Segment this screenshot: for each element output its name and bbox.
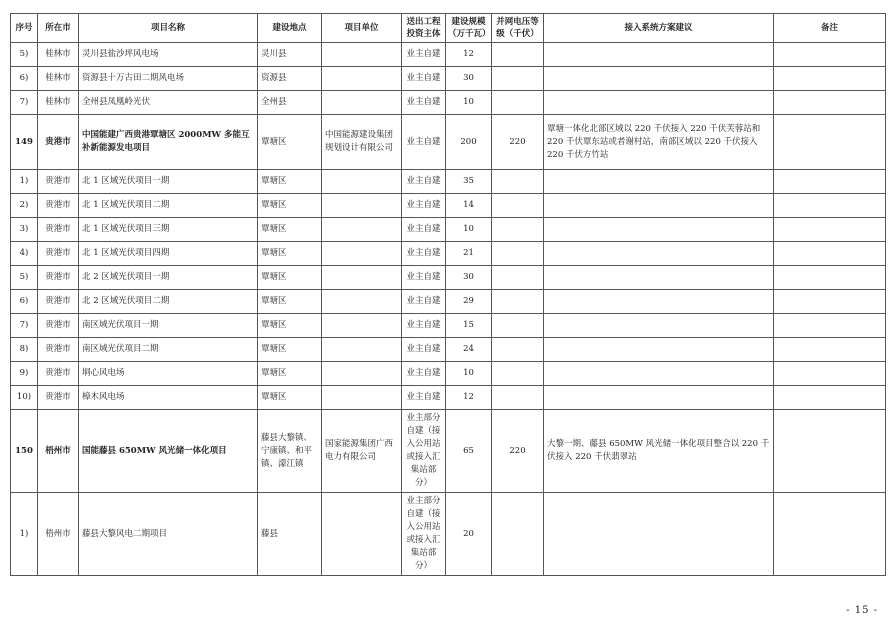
cell-investor: 业主自建 xyxy=(402,242,446,266)
cell-location: 覃塘区 xyxy=(258,170,322,194)
cell-seq: 9) xyxy=(11,362,38,386)
cell-unit xyxy=(322,218,402,242)
cell-project-name: 北 1 区域光伏项目四期 xyxy=(79,242,258,266)
cell-city: 桂林市 xyxy=(38,43,79,67)
cell-voltage xyxy=(492,362,544,386)
cell-investor: 业主自建 xyxy=(402,314,446,338)
cell-city: 贵港市 xyxy=(38,290,79,314)
col-header-location: 建设地点 xyxy=(258,14,322,43)
cell-voltage: 220 xyxy=(492,410,544,493)
col-header-seq: 序号 xyxy=(11,14,38,43)
cell-city: 桂林市 xyxy=(38,91,79,115)
cell-unit xyxy=(322,266,402,290)
table-row xyxy=(11,218,886,242)
cell-seq: 149 xyxy=(11,115,38,170)
cell-investor: 业主自建 xyxy=(402,290,446,314)
table-row xyxy=(11,170,886,194)
cell-capacity: 21 xyxy=(446,242,492,266)
table-row xyxy=(11,338,886,362)
cell-unit xyxy=(322,338,402,362)
cell-investor: 业主自建 xyxy=(402,194,446,218)
cell-project-name: 北 2 区域光伏项目二期 xyxy=(79,290,258,314)
table-row xyxy=(11,362,886,386)
cell-access: 覃塘一体化北部区域以 220 千伏接入 220 千伏芙蓉站和 220 千伏覃东站或者谢村站，南部区域以 220 千伏接入 220 千伏方竹站 xyxy=(544,115,774,170)
cell-location: 覃塘区 xyxy=(258,386,322,410)
cell-access xyxy=(544,194,774,218)
cell-capacity: 15 xyxy=(446,314,492,338)
cell-access xyxy=(544,362,774,386)
cell-seq: 6) xyxy=(11,290,38,314)
table-row xyxy=(11,290,886,314)
cell-project-name: 全州县凤凰岭光伏 xyxy=(79,91,258,115)
col-header-access: 接入系统方案建议 xyxy=(544,14,774,43)
cell-seq: 150 xyxy=(11,410,38,493)
cell-voltage xyxy=(492,218,544,242)
cell-capacity: 10 xyxy=(446,218,492,242)
cell-capacity: 30 xyxy=(446,266,492,290)
cell-capacity: 35 xyxy=(446,170,492,194)
cell-capacity: 65 xyxy=(446,410,492,493)
cell-location: 覃塘区 xyxy=(258,242,322,266)
cell-access xyxy=(544,67,774,91)
cell-investor: 业主自建 xyxy=(402,43,446,67)
cell-capacity: 20 xyxy=(446,493,492,576)
table-row xyxy=(11,67,886,91)
cell-capacity: 10 xyxy=(446,362,492,386)
cell-voltage xyxy=(492,170,544,194)
cell-investor: 业主自建 xyxy=(402,266,446,290)
cell-seq: 7) xyxy=(11,314,38,338)
col-header-investor: 送出工程投资主体 xyxy=(402,14,446,43)
cell-remark xyxy=(774,338,886,362)
cell-project-name: 北 1 区域光伏项目二期 xyxy=(79,194,258,218)
cell-voltage xyxy=(492,290,544,314)
cell-location: 覃塘区 xyxy=(258,362,322,386)
cell-location: 覃塘区 xyxy=(258,290,322,314)
cell-seq: 7) xyxy=(11,91,38,115)
table-row xyxy=(11,314,886,338)
cell-unit xyxy=(322,194,402,218)
cell-unit xyxy=(322,43,402,67)
cell-investor: 业主自建 xyxy=(402,386,446,410)
cell-remark xyxy=(774,493,886,576)
cell-unit: 中国能源建设集团规划设计有限公司 xyxy=(322,115,402,170)
cell-location: 资源县 xyxy=(258,67,322,91)
table-body xyxy=(11,43,886,576)
cell-unit xyxy=(322,170,402,194)
cell-project-name: 灵川县盐沙坪风电场 xyxy=(79,43,258,67)
cell-project-name: 樟木风电场 xyxy=(79,386,258,410)
cell-capacity: 14 xyxy=(446,194,492,218)
cell-location: 灵川县 xyxy=(258,43,322,67)
cell-investor: 业主自建 xyxy=(402,338,446,362)
cell-city: 贵港市 xyxy=(38,362,79,386)
cell-project-name: 南区域光伏项目二期 xyxy=(79,338,258,362)
cell-remark xyxy=(774,362,886,386)
cell-unit xyxy=(322,67,402,91)
cell-project-name: 北 2 区域光伏项目一期 xyxy=(79,266,258,290)
cell-access xyxy=(544,170,774,194)
cell-city: 梧州市 xyxy=(38,410,79,493)
table-row xyxy=(11,242,886,266)
cell-unit xyxy=(322,314,402,338)
cell-voltage xyxy=(492,67,544,91)
cell-city: 贵港市 xyxy=(38,266,79,290)
cell-project-name: 北 1 区域光伏项目一期 xyxy=(79,170,258,194)
cell-location: 覃塘区 xyxy=(258,338,322,362)
cell-city: 梧州市 xyxy=(38,493,79,576)
cell-location: 覃塘区 xyxy=(258,218,322,242)
cell-location: 藤县 xyxy=(258,493,322,576)
col-header-voltage: 并网电压等级（千伏） xyxy=(492,14,544,43)
cell-seq: 4) xyxy=(11,242,38,266)
cell-city: 贵港市 xyxy=(38,242,79,266)
cell-voltage xyxy=(492,493,544,576)
cell-project-name: 中国能建广西贵港覃塘区 2000MW 多能互补新能源发电项目 xyxy=(79,115,258,170)
cell-voltage xyxy=(492,242,544,266)
cell-investor: 业主自建 xyxy=(402,91,446,115)
cell-city: 贵港市 xyxy=(38,386,79,410)
cell-seq: 6) xyxy=(11,67,38,91)
cell-access xyxy=(544,266,774,290)
cell-remark xyxy=(774,115,886,170)
cell-investor: 业主自建 xyxy=(402,67,446,91)
cell-investor: 业主部分自建（接入公用站或接入汇集站部分） xyxy=(402,493,446,576)
cell-capacity: 30 xyxy=(446,67,492,91)
cell-access xyxy=(544,386,774,410)
cell-capacity: 200 xyxy=(446,115,492,170)
cell-investor: 业主自建 xyxy=(402,362,446,386)
table-row xyxy=(11,115,886,170)
cell-city: 贵港市 xyxy=(38,170,79,194)
cell-remark xyxy=(774,43,886,67)
cell-unit xyxy=(322,362,402,386)
cell-location: 覃塘区 xyxy=(258,266,322,290)
cell-city: 贵港市 xyxy=(38,218,79,242)
cell-project-name: 资源县十万古田二期风电场 xyxy=(79,67,258,91)
cell-location: 藤县大黎镇、宁康镇、和平镇、濛江镇 xyxy=(258,410,322,493)
cell-city: 贵港市 xyxy=(38,338,79,362)
cell-seq: 5) xyxy=(11,43,38,67)
cell-unit xyxy=(322,242,402,266)
cell-access xyxy=(544,338,774,362)
cell-city: 桂林市 xyxy=(38,67,79,91)
cell-unit xyxy=(322,493,402,576)
cell-remark xyxy=(774,91,886,115)
cell-project-name: 北 1 区域光伏项目三期 xyxy=(79,218,258,242)
table-row xyxy=(11,410,886,493)
cell-investor: 业主自建 xyxy=(402,218,446,242)
cell-location: 覃塘区 xyxy=(258,314,322,338)
cell-voltage xyxy=(492,314,544,338)
cell-city: 贵港市 xyxy=(38,194,79,218)
cell-unit xyxy=(322,290,402,314)
cell-access xyxy=(544,218,774,242)
cell-investor: 业主自建 xyxy=(402,115,446,170)
cell-unit xyxy=(322,386,402,410)
cell-remark xyxy=(774,314,886,338)
cell-voltage xyxy=(492,386,544,410)
table-row xyxy=(11,266,886,290)
table-row xyxy=(11,493,886,576)
cell-remark xyxy=(774,410,886,493)
cell-access xyxy=(544,493,774,576)
cell-remark xyxy=(774,266,886,290)
cell-voltage xyxy=(492,266,544,290)
cell-access xyxy=(544,43,774,67)
cell-capacity: 12 xyxy=(446,43,492,67)
cell-remark xyxy=(774,194,886,218)
cell-capacity: 10 xyxy=(446,91,492,115)
cell-city: 贵港市 xyxy=(38,115,79,170)
table-row xyxy=(11,386,886,410)
cell-access: 大黎一期、藤县 650MW 风光储一体化项目整合以 220 千伏接入 220 千伏翡翠站 xyxy=(544,410,774,493)
table-row xyxy=(11,91,886,115)
cell-investor: 业主部分自建（接入公用站或接入汇集站部分） xyxy=(402,410,446,493)
cell-location: 全州县 xyxy=(258,91,322,115)
cell-investor: 业主自建 xyxy=(402,170,446,194)
col-header-unit: 项目单位 xyxy=(322,14,402,43)
cell-remark xyxy=(774,386,886,410)
col-header-project-name: 项目名称 xyxy=(79,14,258,43)
cell-project-name: 垌心风电场 xyxy=(79,362,258,386)
cell-access xyxy=(544,242,774,266)
cell-access xyxy=(544,91,774,115)
cell-access xyxy=(544,290,774,314)
cell-city: 贵港市 xyxy=(38,314,79,338)
cell-unit xyxy=(322,91,402,115)
cell-voltage xyxy=(492,338,544,362)
cell-remark xyxy=(774,290,886,314)
cell-voltage xyxy=(492,43,544,67)
col-header-city: 所在市 xyxy=(38,14,79,43)
cell-seq: 3) xyxy=(11,218,38,242)
cell-remark xyxy=(774,218,886,242)
cell-remark xyxy=(774,170,886,194)
cell-seq: 10) xyxy=(11,386,38,410)
cell-voltage xyxy=(492,194,544,218)
cell-remark xyxy=(774,242,886,266)
col-header-remark: 备注 xyxy=(774,14,886,43)
projects-table xyxy=(10,13,886,576)
header-row xyxy=(11,14,886,43)
cell-voltage xyxy=(492,91,544,115)
cell-location: 覃塘区 xyxy=(258,115,322,170)
cell-access xyxy=(544,314,774,338)
cell-capacity: 24 xyxy=(446,338,492,362)
cell-project-name: 国能藤县 650MW 风光储一体化项目 xyxy=(79,410,258,493)
cell-voltage: 220 xyxy=(492,115,544,170)
cell-remark xyxy=(774,67,886,91)
cell-capacity: 12 xyxy=(446,386,492,410)
table-row xyxy=(11,194,886,218)
cell-seq: 8) xyxy=(11,338,38,362)
cell-project-name: 南区域光伏项目一期 xyxy=(79,314,258,338)
cell-location: 覃塘区 xyxy=(258,194,322,218)
cell-seq: 1) xyxy=(11,493,38,576)
col-header-capacity: 建设规模（万千瓦） xyxy=(446,14,492,43)
table-row xyxy=(11,43,886,67)
cell-project-name: 藤县大黎风电二期项目 xyxy=(79,493,258,576)
cell-seq: 5) xyxy=(11,266,38,290)
cell-seq: 2) xyxy=(11,194,38,218)
cell-seq: 1) xyxy=(11,170,38,194)
cell-unit: 国家能源集团广西电力有限公司 xyxy=(322,410,402,493)
page-number: - 15 - xyxy=(846,605,878,616)
cell-capacity: 29 xyxy=(446,290,492,314)
